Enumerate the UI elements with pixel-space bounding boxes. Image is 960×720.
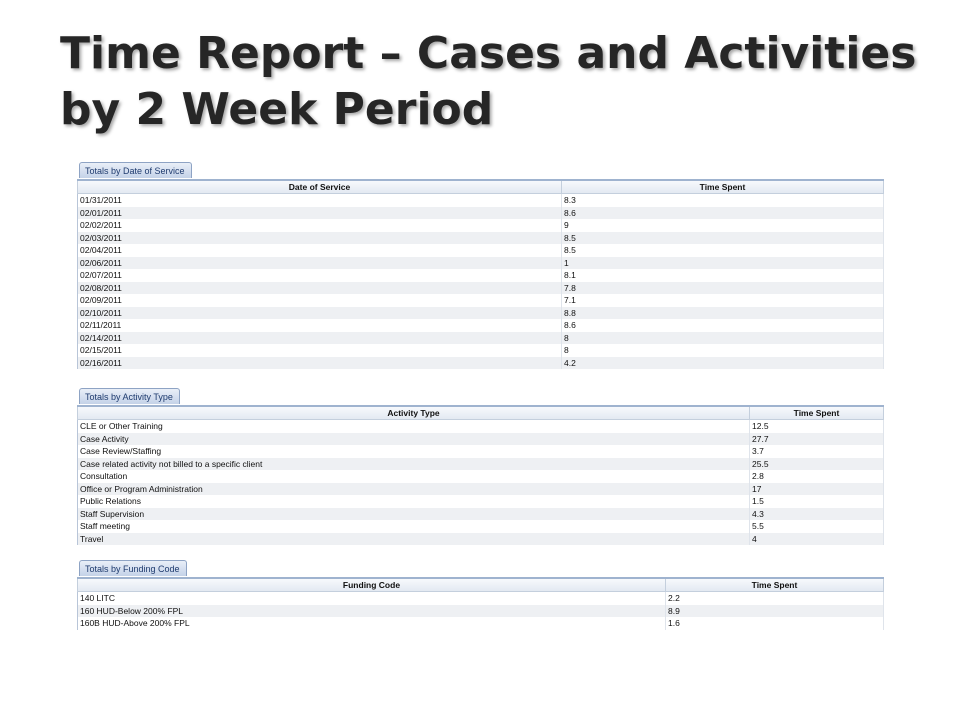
table-header-row [78,406,884,420]
time-spent-cell: 8 [562,344,884,357]
table-row[interactable] [78,232,884,245]
time-spent-cell: 8.5 [562,244,884,257]
column-header-time-spent[interactable]: Time Spent [750,406,884,420]
time-spent-cell: 1.5 [750,495,884,508]
table-header-row [78,578,884,592]
row-label-cell: Staff Supervision [78,508,750,521]
time-spent-cell: 8 [562,332,884,345]
column-header-time-spent[interactable]: Time Spent [562,180,884,194]
row-label-cell: 02/10/2011 [78,307,562,320]
time-spent-cell: 8.5 [562,232,884,245]
table-row[interactable] [78,357,884,370]
table-row[interactable] [78,219,884,232]
time-spent-cell: 4.2 [562,357,884,370]
time-spent-cell: 9 [562,219,884,232]
date-of-service-rows [78,194,884,370]
row-label-cell: 02/09/2011 [78,294,562,307]
tab-totals-by-activity-type[interactable]: Totals by Activity Type [79,388,180,404]
time-spent-cell: 7.8 [562,282,884,295]
row-label-cell: Consultation [78,470,750,483]
table-row[interactable] [78,605,884,618]
table-row[interactable] [78,282,884,295]
row-label-cell: 02/01/2011 [78,207,562,220]
column-header-funding-code[interactable]: Funding Code [78,578,666,592]
row-label-cell: 140 LITC [78,592,666,605]
time-spent-cell: 25.5 [750,458,884,471]
table-row[interactable] [78,319,884,332]
table-row[interactable] [78,617,884,630]
row-label-cell: 02/02/2011 [78,219,562,232]
activity-type-rows [78,420,884,546]
row-label-cell: Travel [78,533,750,546]
table-row[interactable] [78,592,884,605]
table-row[interactable] [78,332,884,345]
activity-type-panel [77,387,884,545]
funding-code-table [77,577,884,630]
table-row[interactable] [78,194,884,207]
row-label-cell: 160B HUD-Above 200% FPL [78,617,666,630]
time-spent-cell: 1.6 [666,617,884,630]
time-spent-cell: 4.3 [750,508,884,521]
slide-title-line1: Time Report – Cases and Activities [60,28,917,79]
row-label-cell: 02/03/2011 [78,232,562,245]
row-label-cell: 02/16/2011 [78,357,562,370]
time-spent-cell: 4 [750,533,884,546]
activity-type-table [77,405,884,545]
time-spent-cell: 1 [562,257,884,270]
date-of-service-table [77,179,884,369]
row-label-cell: 02/06/2011 [78,257,562,270]
table-row[interactable] [78,483,884,496]
time-spent-cell: 8.6 [562,207,884,220]
table-row[interactable] [78,344,884,357]
time-spent-cell: 12.5 [750,420,884,433]
slide-title [60,26,940,138]
time-spent-cell: 8.9 [666,605,884,618]
time-spent-cell: 7.1 [562,294,884,307]
time-spent-cell: 27.7 [750,433,884,446]
row-label-cell: Case related activity not billed to a specific client [78,458,750,471]
table-row[interactable] [78,420,884,433]
table-row[interactable] [78,533,884,546]
row-label-cell: CLE or Other Training [78,420,750,433]
table-header-row [78,180,884,194]
column-header-date-of-service[interactable]: Date of Service [78,180,562,194]
table-row[interactable] [78,445,884,458]
row-label-cell: 02/15/2011 [78,344,562,357]
table-row[interactable] [78,458,884,471]
row-label-cell: 02/07/2011 [78,269,562,282]
row-label-cell: 01/31/2011 [78,194,562,207]
time-spent-cell: 5.5 [750,520,884,533]
time-spent-cell: 3.7 [750,445,884,458]
table-row[interactable] [78,207,884,220]
funding-code-rows [78,592,884,630]
date-of-service-panel [77,161,884,369]
row-label-cell: 02/08/2011 [78,282,562,295]
row-label-cell: Case Activity [78,433,750,446]
table-row[interactable] [78,520,884,533]
time-spent-cell: 17 [750,483,884,496]
row-label-cell: 02/04/2011 [78,244,562,257]
time-spent-cell: 8.3 [562,194,884,207]
tab-totals-by-funding-code[interactable]: Totals by Funding Code [79,560,187,576]
funding-code-panel [77,559,884,630]
table-row[interactable] [78,269,884,282]
time-spent-cell: 8.6 [562,319,884,332]
table-row[interactable] [78,495,884,508]
row-label-cell: 02/14/2011 [78,332,562,345]
table-row[interactable] [78,470,884,483]
time-spent-cell: 8.8 [562,307,884,320]
time-spent-cell: 8.1 [562,269,884,282]
table-row[interactable] [78,433,884,446]
row-label-cell: Public Relations [78,495,750,508]
table-row[interactable] [78,294,884,307]
row-label-cell: 02/11/2011 [78,319,562,332]
time-spent-cell: 2.2 [666,592,884,605]
table-row[interactable] [78,508,884,521]
slide-title-line2: by 2 Week Period [60,84,494,135]
row-label-cell: Case Review/Staffing [78,445,750,458]
table-row[interactable] [78,257,884,270]
column-header-activity-type[interactable]: Activity Type [78,406,750,420]
row-label-cell: Staff meeting [78,520,750,533]
column-header-time-spent[interactable]: Time Spent [666,578,884,592]
row-label-cell: Office or Program Administration [78,483,750,496]
row-label-cell: 160 HUD-Below 200% FPL [78,605,666,618]
table-row[interactable] [78,244,884,257]
time-spent-cell: 2.8 [750,470,884,483]
tab-totals-by-date-of-service[interactable]: Totals by Date of Service [79,162,192,178]
table-row[interactable] [78,307,884,320]
